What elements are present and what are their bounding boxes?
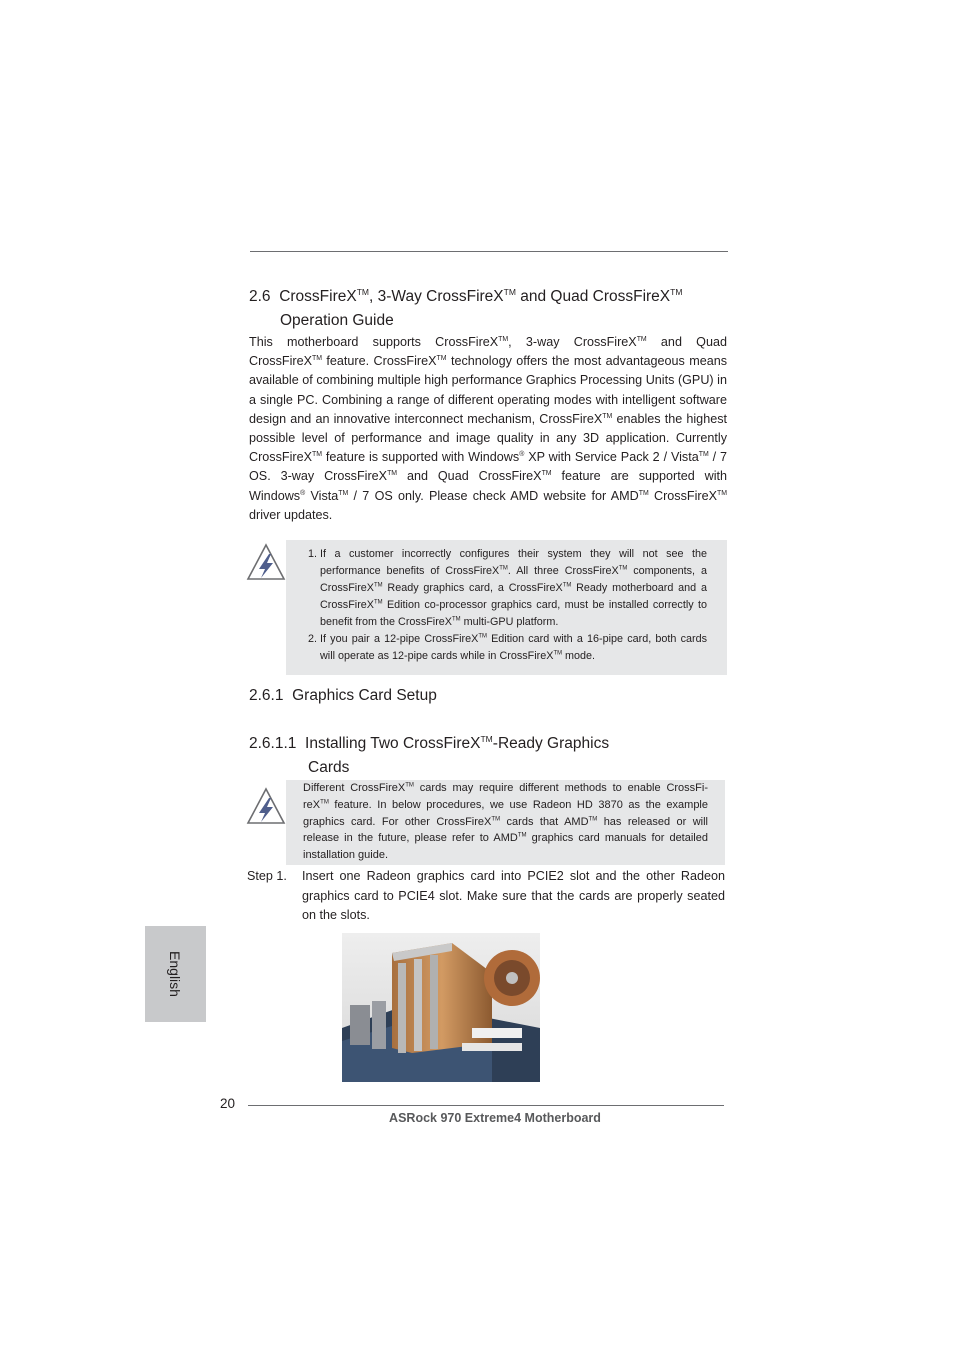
note-box-cards: Different CrossFireX™ cards may require different methods to enable CrossFi-reX™ feature. In below procedures, we use Radeon HD 3870 as the example graphics card. For other CrossFireX™ cards that AMD™ has released or will release in the future, please refer to AMD™ graphics card manuals for detailed installation guide. [286,780,725,865]
section-number: 2.6 [249,288,271,305]
header-rule [250,251,728,252]
note-item-2: 2. If you pair a 12-pipe CrossFireX™ Edition card with a 16-pipe card, both cards will operate as 12-pipe cards while in CrossFireX™ mode. [320,631,707,665]
page-number: 20 [220,1096,236,1111]
graphics-cards-photo [342,933,540,1082]
step-text: Insert one Radeon graphics card into PCIE2 slot and the other Radeon graphics card to PCIE4 slot. Make sure that the cards are properly seated on the slots. [302,869,725,922]
subsubsection-heading: 2.6.1.1 Installing Two CrossFireX™-Ready Graphics Cards [249,733,610,776]
warning-icon [246,543,286,583]
language-tab [145,926,206,1022]
footer-title: ASRock 970 Extreme4 Motherboard [389,1111,601,1125]
subsection-heading: 2.6.1 Graphics Card Setup [249,687,437,704]
note-item-1: 1. If a customer incorrectly configures their system they will not see the performance benefits of CrossFireX™. All three CrossFireX™ components, a CrossFireX™ Ready graphics card, a CrossFireX™ Ready motherboard and a CrossFireX™ Edition co-processor graphics card, must be installed correctly to benefit from the CrossFireX™ multi-GPU platform. [320,546,707,631]
language-label: English [167,951,183,997]
footer-rule [248,1105,724,1106]
intro-paragraph: This motherboard supports CrossFireX™, 3-way CrossFireX™ and Quad CrossFireX™ feature. CrossFireX™ technology offers the most advantageous means available of combining multiple high performance Graphics Processing Units (GPU) in a single PC. Combining a range of different operating modes with intelligent software design and an innovative interconnect mechanism, CrossFireX™ enables the highest possible level of performance and image quality in any 3D application. Currently CrossFireX™ feature is supported with Windows® XP with Service Pack 2 / Vista™ / 7 OS. 3-way CrossFireX™ and Quad CrossFireX™ feature are supported with Windows® Vista™ / 7 OS only. Please check AMD website for AMD™ CrossFireX™ driver updates. [249,335,728,522]
step-label: Step 1. [247,869,287,883]
section-title-line2: Operation Guide [280,312,394,329]
section-heading: 2.6 CrossFireX™, 3-Way CrossFireX™ and Quad CrossFireX™ Operation Guide [249,285,729,333]
warning-icon [246,787,286,827]
note-box-crossfire [286,540,727,675]
